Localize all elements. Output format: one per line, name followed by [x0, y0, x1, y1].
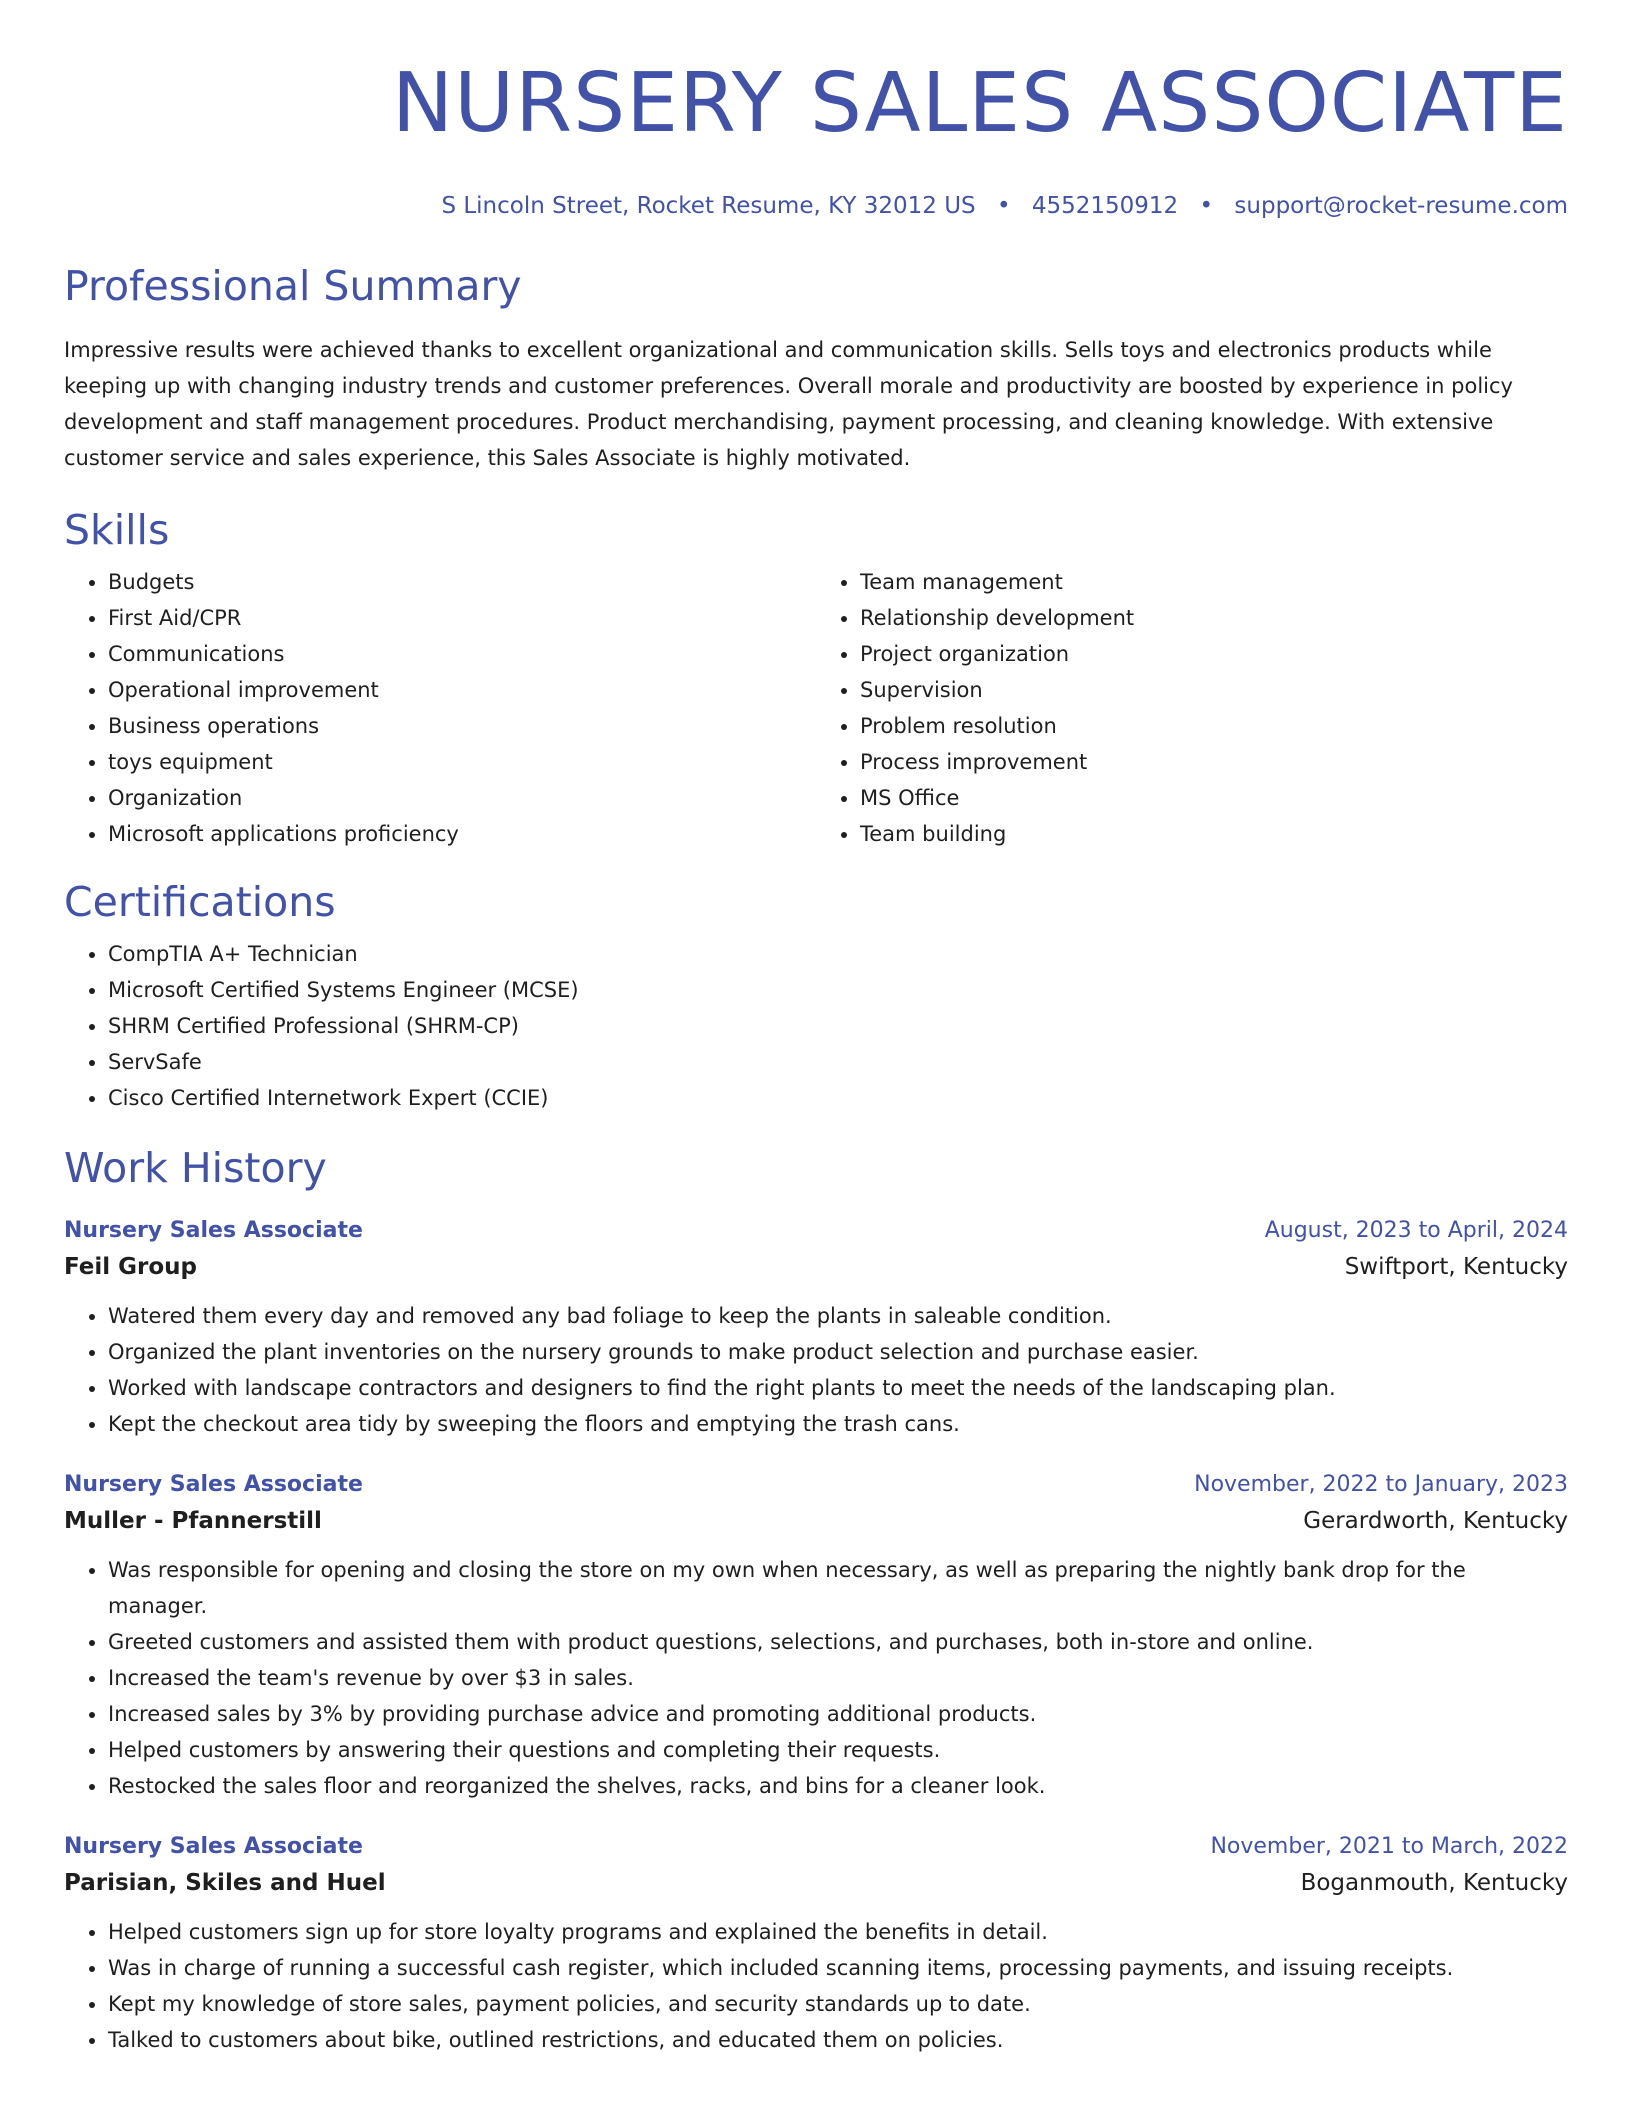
contact-email[interactable]: support@rocket-resume.com: [1234, 193, 1568, 219]
skill-item: • Operational improvement: [108, 672, 816, 708]
contact-address: S Lincoln Street, Rocket Resume, KY 32012 US: [441, 193, 976, 219]
certification-item: • CompTIA A+ Technician: [108, 936, 1568, 972]
skill-item: • Business operations: [108, 708, 816, 744]
skills-list-right: [816, 564, 1568, 852]
skill-item: • Microsoft applications proficiency: [108, 816, 816, 852]
job-employer: Parisian, Skiles and Huel: [64, 1870, 386, 1896]
job-bullet: • Talked to customers about bike, outlined restrictions, and educated them on policies.: [108, 2022, 1568, 2058]
job-entry: [64, 1830, 1568, 2058]
job-employer-row: [64, 1502, 1568, 1540]
skill-item: • Team management: [860, 564, 1568, 600]
job-bullet: • Greeted customers and assisted them with product questions, selections, and purchases, both in-store and online.: [108, 1624, 1568, 1660]
job-role-row: [64, 1468, 1568, 1502]
job-bullet: • Kept my knowledge of store sales, payment policies, and security standards up to date.: [108, 1986, 1568, 2022]
skill-item: • toys equipment: [108, 744, 816, 780]
summary-text: Impressive results were achieved thanks to excellent organizational and communication skills. Sells toys and electronics products while keeping up with changing industry trends and customer preferences. Overall morale and productivity are boosted by experience in policy development and staff management procedures. Product merchandising, payment processing, and cleaning knowledge. With extensive customer service and sales experience, this Sales Associate is highly motivated.: [64, 338, 1513, 470]
job-bullets: [64, 1914, 1568, 2058]
work-history-list: [64, 1214, 1568, 2058]
job-bullets: [64, 1298, 1568, 1442]
certification-item: • ServSafe: [108, 1044, 1568, 1080]
section-heading-skills: Skills: [64, 506, 170, 554]
job-dates: August, 2023 to April, 2024: [1264, 1218, 1568, 1243]
job-role: Nursery Sales Associate: [64, 1834, 363, 1859]
resume-name-title: NURSERY SALES ASSOCIATE: [391, 56, 1568, 151]
certification-item: • Cisco Certified Internetwork Expert (CCIE): [108, 1080, 1568, 1116]
contact-separator: •: [996, 193, 1011, 219]
job-location: Boganmouth, Kentucky: [1300, 1870, 1568, 1896]
job-bullet: • Was in charge of running a successful cash register, which included scanning items, processing payments, and issuing receipts.: [108, 1950, 1568, 1986]
skill-item: • MS Office: [860, 780, 1568, 816]
job-bullet: • Worked with landscape contractors and designers to find the right plants to meet the needs of the landscaping plan.: [108, 1370, 1568, 1406]
certifications-list: [64, 936, 1568, 1116]
contact-phone[interactable]: 4552150912: [1031, 193, 1179, 219]
job-dates: November, 2021 to March, 2022: [1210, 1834, 1568, 1859]
job-employer: Feil Group: [64, 1254, 198, 1280]
skill-item: • Process improvement: [860, 744, 1568, 780]
job-bullet: • Restocked the sales floor and reorganized the shelves, racks, and bins for a cleaner look.: [108, 1768, 1568, 1804]
job-bullet: • Organized the plant inventories on the nursery grounds to make product selection and purchase easier.: [108, 1334, 1568, 1370]
job-employer: Muller - Pfannerstill: [64, 1508, 322, 1534]
job-bullet: • Helped customers by answering their questions and completing their requests.: [108, 1732, 1568, 1768]
skills-columns: [64, 564, 1568, 852]
job-bullet: • Helped customers sign up for store loyalty programs and explained the benefits in detail.: [108, 1914, 1568, 1950]
contact-separator: •: [1199, 193, 1214, 219]
skill-item: • Budgets: [108, 564, 816, 600]
job-entry: [64, 1214, 1568, 1442]
job-bullet: • Kept the checkout area tidy by sweeping the floors and emptying the trash cans.: [108, 1406, 1568, 1442]
skills-list-left: [64, 564, 816, 852]
skill-item: • Relationship development: [860, 600, 1568, 636]
skill-item: • Team building: [860, 816, 1568, 852]
job-bullet: • Was responsible for opening and closing the store on my own when necessary, as well as preparing the nightly bank drop for the manager.: [108, 1552, 1568, 1624]
job-bullet: • Increased the team's revenue by over $3 in sales.: [108, 1660, 1568, 1696]
job-employer-row: [64, 1864, 1568, 1902]
job-role: Nursery Sales Associate: [64, 1472, 363, 1497]
job-bullets: [64, 1552, 1568, 1804]
job-dates: November, 2022 to January, 2023: [1194, 1472, 1568, 1497]
section-heading-work-history: Work History: [64, 1144, 327, 1192]
job-role-row: [64, 1830, 1568, 1864]
section-heading-certifications: Certifications: [64, 878, 336, 926]
skill-item: • Supervision: [860, 672, 1568, 708]
job-bullet: • Increased sales by 3% by providing purchase advice and promoting additional products.: [108, 1696, 1568, 1732]
job-employer-row: [64, 1248, 1568, 1286]
skill-item: • Project organization: [860, 636, 1568, 672]
skill-item: • Communications: [108, 636, 816, 672]
skill-item: • Organization: [108, 780, 816, 816]
skill-item: • Problem resolution: [860, 708, 1568, 744]
job-role: Nursery Sales Associate: [64, 1218, 363, 1243]
contact-line: [64, 192, 1568, 220]
certification-item: • Microsoft Certified Systems Engineer (MCSE): [108, 972, 1568, 1008]
skill-item: • First Aid/CPR: [108, 600, 816, 636]
section-heading-summary: Professional Summary: [64, 262, 522, 310]
job-entry: [64, 1468, 1568, 1804]
certification-item: • SHRM Certified Professional (SHRM-CP): [108, 1008, 1568, 1044]
job-role-row: [64, 1214, 1568, 1248]
job-bullet: • Watered them every day and removed any bad foliage to keep the plants in saleable condition.: [108, 1298, 1568, 1334]
job-location: Gerardworth, Kentucky: [1303, 1508, 1568, 1534]
job-location: Swiftport, Kentucky: [1344, 1254, 1568, 1280]
